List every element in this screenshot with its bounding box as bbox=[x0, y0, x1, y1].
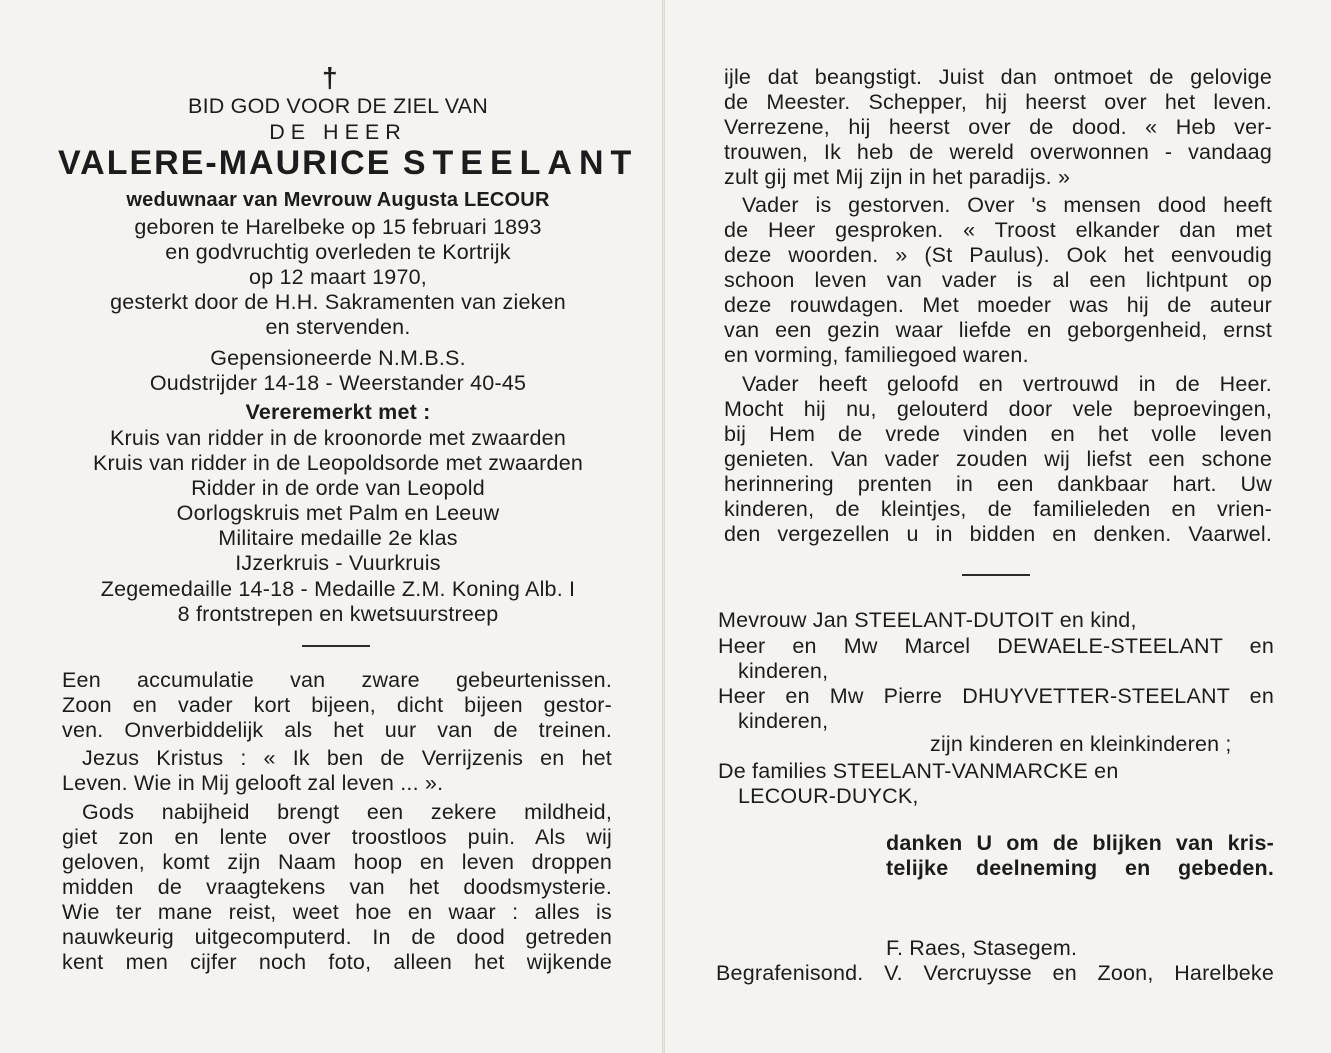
header-line: BID GOD VOOR DE ZIEL VAN bbox=[188, 94, 488, 118]
undertaker-credit: Begrafenisond. V. Vercruysse en Zoon, Harelbeke bbox=[716, 961, 1274, 985]
header-line: DE HEER bbox=[269, 120, 407, 144]
right-page bbox=[664, 0, 1331, 1053]
family-line: De families STEELANT-VANMARCKE en bbox=[718, 759, 1119, 783]
text-line: trouwen, Ik heb de wereld overwonnen - vandaag bbox=[724, 140, 1272, 164]
family-line: zijn kinderen en kleinkinderen ; bbox=[930, 732, 1232, 756]
text-line: van een gezin waar liefde en geborgenheid, ernst bbox=[724, 318, 1272, 342]
text-line: en vorming, familiegoed waren. bbox=[724, 343, 1029, 367]
cross-symbol: † bbox=[322, 62, 338, 93]
left-page bbox=[0, 0, 664, 1053]
bio-line: op 12 maart 1970, bbox=[249, 265, 427, 289]
text-line: Verrezene, hij heerst over de dood. « Heb ver- bbox=[724, 115, 1272, 139]
text-line: ijle dat beangstigt. Juist dan ontmoet de gelovige bbox=[724, 65, 1272, 89]
text-line: nauwkeurig uitgecomputerd. In de dood getreden bbox=[62, 925, 612, 949]
text-line: Leven. Wie in Mij gelooft zal leven ... ». bbox=[62, 771, 444, 795]
text-line: de Heer gesproken. « Troost elkander dan met bbox=[724, 218, 1272, 242]
thanks-line: telijke deelneming en gebeden. bbox=[886, 856, 1274, 880]
text-line: bij Hem de vrede vinden en het volle leven bbox=[724, 422, 1272, 446]
thanks-line: danken U om de blijken van kris- bbox=[886, 831, 1274, 855]
text-line: schoon leven van vader is al een lichtpunt op bbox=[724, 268, 1272, 292]
text-line: geloven, komt zijn Naam hoop en leven droppen bbox=[62, 850, 612, 874]
family-line: Heer en Mw Pierre DHUYVETTER-STEELANT en bbox=[718, 684, 1274, 708]
bio-line: en stervenden. bbox=[265, 315, 411, 339]
text-line: Mocht hij nu, gelouterd door vele beproevingen, bbox=[724, 397, 1272, 421]
honor-item: 8 frontstrepen en kwetsuurstreep bbox=[177, 602, 499, 626]
text-line: Jezus Kristus : « Ik ben de Verrijzenis en het bbox=[82, 746, 612, 770]
text-line: genieten. Van vader zouden wij liefst een schone bbox=[724, 447, 1272, 471]
honor-item: IJzerkruis - Vuurkruis bbox=[235, 551, 441, 575]
divider bbox=[962, 574, 1030, 576]
deceased-first-name: VALERE-MAURICE bbox=[58, 144, 392, 182]
deceased-last-name: STEELANT bbox=[402, 144, 639, 182]
text-line: de Meester. Schepper, hij heerst over het leven. bbox=[724, 90, 1272, 114]
family-line: Heer en Mw Marcel DEWAELE-STEELANT en bbox=[718, 634, 1274, 658]
text-line: Zoon en vader kort bijeen, dicht bijeen gestor- bbox=[62, 693, 612, 717]
text-line: Vader is gestorven. Over 's mensen dood heeft bbox=[742, 193, 1272, 217]
printer-credit: F. Raes, Stasegem. bbox=[886, 936, 1078, 960]
text-line: zult gij met Mij zijn in het paradijs. » bbox=[724, 165, 1071, 189]
honor-item: Kruis van ridder in de kroonorde met zwaarden bbox=[110, 426, 566, 450]
bio-line: geboren te Harelbeke op 15 februari 1893 bbox=[134, 215, 542, 239]
text-line: Vader heeft geloofd en vertrouwd in de Heer. bbox=[742, 372, 1272, 396]
career-line: Gepensioneerde N.M.B.S. bbox=[210, 346, 466, 370]
text-line: deze rouwdagen. Met moeder was hij de auteur bbox=[724, 293, 1272, 317]
bio-line: en godvruchtig overleden te Kortrijk bbox=[165, 240, 511, 264]
text-line: Wie ter mane reist, weet hoe en waar : alles is bbox=[62, 900, 612, 924]
honor-item: Militaire medaille 2e klas bbox=[218, 526, 458, 550]
text-line: Gods nabijheid brengt een zekere mildheid, bbox=[82, 800, 612, 824]
text-line: giet zon en lente over troostloos puin. Als wij bbox=[62, 825, 612, 849]
deceased-name bbox=[58, 144, 639, 183]
text-line: kinderen, de kleintjes, de familieleden en vrien- bbox=[724, 497, 1272, 521]
family-line: kinderen, bbox=[738, 709, 829, 733]
family-line: Mevrouw Jan STEELANT-DUTOIT en kind, bbox=[718, 608, 1137, 632]
text-line: herinnering prenten in een dankbaar hart. Uw bbox=[724, 472, 1272, 496]
honor-item: Kruis van ridder in de Leopoldsorde met zwaarden bbox=[92, 451, 584, 475]
honor-item: Ridder in de orde van Leopold bbox=[191, 476, 485, 500]
honors-heading: Vereremerkt met : bbox=[245, 400, 431, 424]
family-line: kinderen, bbox=[738, 659, 829, 683]
divider bbox=[302, 645, 370, 647]
text-line: Een accumulatie van zware gebeurtenissen. bbox=[62, 668, 612, 692]
text-line: deze woorden. » (St Paulus). Ook het eenvoudig bbox=[724, 243, 1272, 267]
text-line: den vergezellen u in bidden en denken. Vaarwel. bbox=[724, 522, 1272, 546]
honor-item: Zegemedaille 14-18 - Medaille Z.M. Koning Alb. I bbox=[100, 577, 576, 601]
honor-item: Oorlogskruis met Palm en Leeuw bbox=[176, 501, 500, 525]
bio-line: gesterkt door de H.H. Sakramenten van zieken bbox=[110, 290, 566, 314]
career-line: Oudstrijder 14-18 - Weerstander 40-45 bbox=[149, 371, 527, 395]
text-line: kent men cijfer noch foto, alleen het wijkende bbox=[62, 950, 612, 974]
text-line: midden de vraagtekens van het doodsmysterie. bbox=[62, 875, 612, 899]
family-line: LECOUR-DUYCK, bbox=[738, 784, 919, 808]
text-line: ven. Onverbiddelijk als het uur van de treinen. bbox=[62, 718, 612, 742]
widower-line: weduwnaar van Mevrouw Augusta LECOUR bbox=[126, 189, 550, 211]
